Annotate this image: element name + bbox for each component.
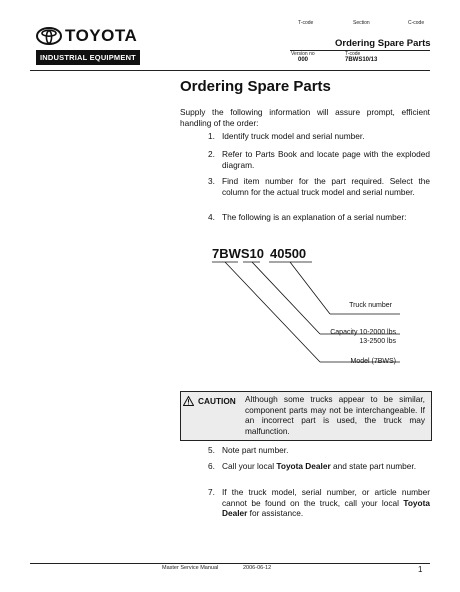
tcode-value: 7BWS10/13	[345, 57, 378, 63]
step-number: 5.	[208, 445, 215, 455]
intro-paragraph: Supply the following information will assure prompt, efficient handling of the order:	[180, 107, 430, 128]
step-text: The following is an explanation of a serial number:	[222, 212, 407, 222]
toyota-emblem-icon	[36, 27, 62, 45]
page-number: 1	[418, 565, 423, 574]
dealer-name: Toyota Dealer	[276, 461, 331, 471]
header-rule	[30, 70, 430, 71]
ccode-label: C-code	[408, 20, 425, 26]
serial-model-part: 7BWS10	[212, 246, 265, 261]
dealer-name: Toyota Dealer	[222, 497, 430, 518]
version-label: Version no	[291, 51, 315, 57]
caution-box	[180, 391, 432, 441]
warning-icon	[183, 396, 194, 406]
page-title: Ordering Spare Parts	[180, 78, 331, 95]
step-text: Find item number for the part required. Select the column for the actual truck model and serial number.	[222, 176, 430, 197]
footer-manual: Master Service Manual	[162, 565, 219, 571]
logo-band: INDUSTRIAL EQUIPMENT	[36, 50, 140, 65]
step-number: 4.	[208, 212, 215, 222]
label-capacity-1: Capacity 10-2000 lbs	[330, 329, 396, 336]
label-model: Model (7BWS)	[350, 358, 396, 365]
footer-date: 2006-06-12	[243, 565, 272, 571]
steps-list-2	[208, 445, 430, 525]
section-label: Section	[353, 20, 370, 26]
step-text: Identify truck model and serial number.	[222, 131, 365, 141]
serial-number-part: 40500	[270, 246, 307, 261]
step-number: 1.	[208, 131, 215, 141]
label-truck-number: Truck number	[349, 302, 392, 309]
step-text: Note part number.	[222, 445, 289, 455]
version-value: 000	[298, 57, 309, 63]
step-text: Refer to Parts Book and locate page with the exploded diagram.	[222, 149, 430, 170]
tcode-label: T-code	[298, 20, 314, 26]
step-number: 3.	[208, 176, 215, 186]
footer-rule	[30, 563, 430, 564]
toyota-logo	[36, 26, 140, 65]
steps-list	[208, 131, 430, 231]
step-number: 6.	[208, 461, 215, 471]
step-text: If the truck model, serial number, or article number cannot be found on the truck, call your local Toyota Dealer for assistance.	[222, 487, 430, 518]
section-title: Ordering Spare Parts	[335, 38, 431, 49]
tcode2-label: T-code	[345, 51, 361, 57]
label-capacity-2: 13-2500 lbs	[359, 338, 396, 345]
caution-label: CAUTION	[198, 396, 236, 406]
step-number: 7.	[208, 487, 215, 497]
caution-text: Although some trucks appear to be similar, component parts may not be interchangeable. If an incorrect part is used, the truck may malfunction.	[245, 394, 425, 436]
step-number: 2.	[208, 149, 215, 159]
step-text: Call your local Toyota Dealer and state part number.	[222, 461, 417, 471]
logo-wordmark: TOYOTA	[65, 26, 138, 45]
